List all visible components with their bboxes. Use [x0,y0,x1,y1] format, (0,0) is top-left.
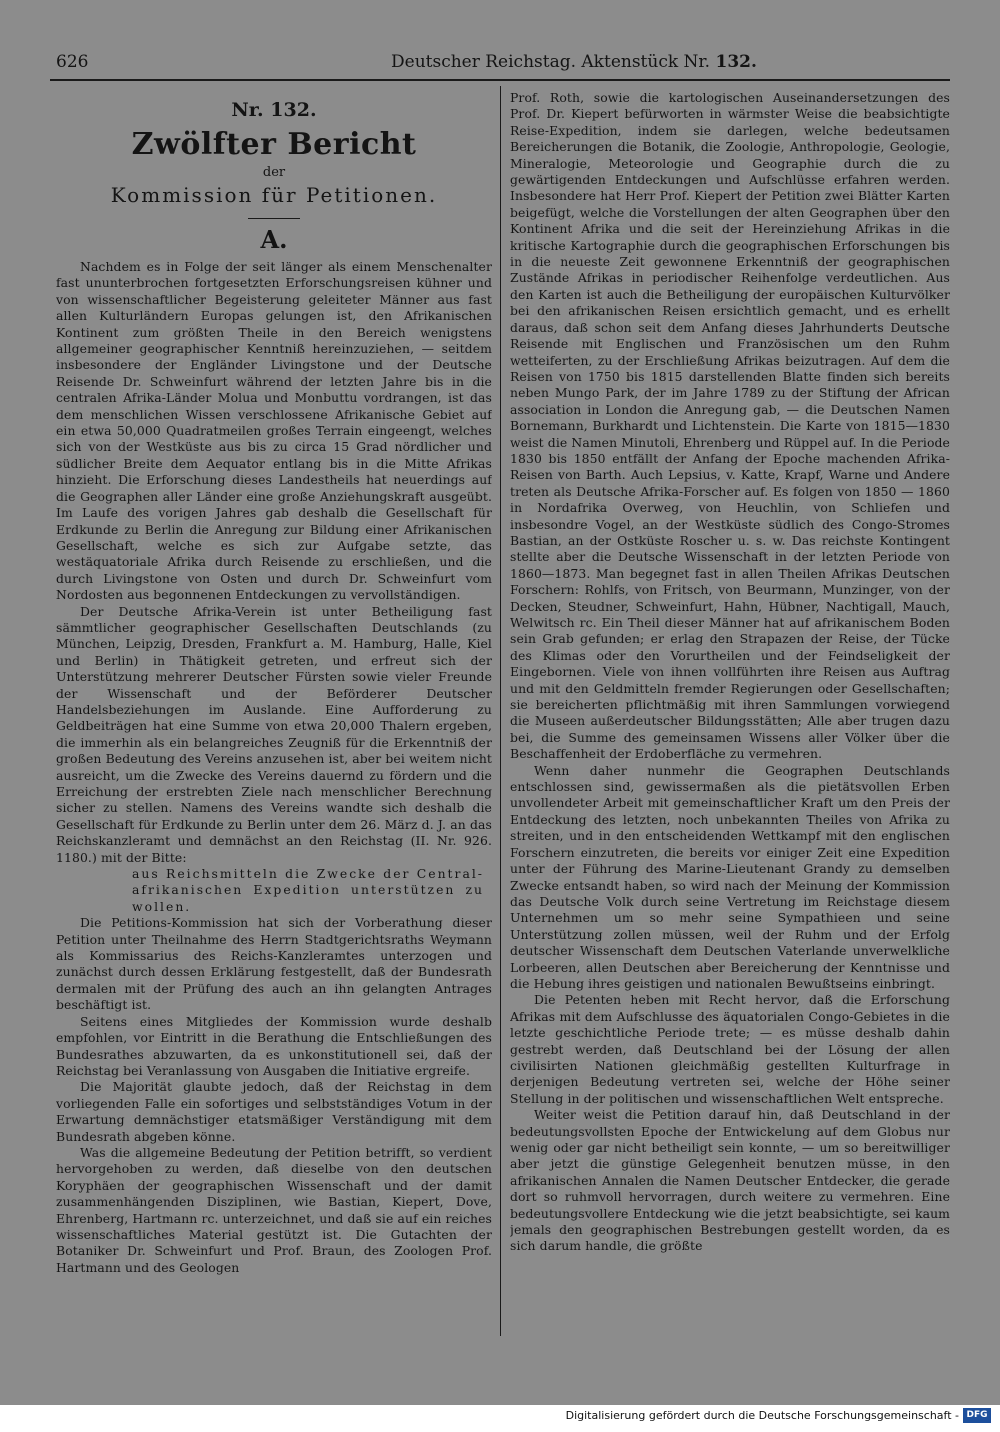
paragraph: Seitens eines Mitgliedes der Kommission wurde deshalb empfohlen, vor Eintritt in die Berathung die Entschließungen des Bundesrathes abzuwarten, da es unkonstitutionell sei, daß der Reichstag bei Veranlassung von Ausgaben die Initiative ergreife. [56,1013,492,1078]
paragraph: Was die allgemeine Bedeutung der Petition betrifft, so verdient hervorgehoben zu werden, daß dieselbe von den deutschen Koryphäen der geographischen Wissenschaft und der damit zusammenhängenden Disziplinen, wie Bastian, Kiepert, Dove, Ehrenberg, Hartmann rc. unterzeichnet, und daß sie auf ein reiches wissenschaftliches Material gestützt ist. Die Gutachten der Botaniker Dr. Schweinfurt und Prof. Braun, des Zoologen Prof. Hartmann und des Geologen [56,1144,492,1275]
running-title-text: Deutscher Reichstag. Aktenstück Nr. [391,52,711,72]
document-subtitle: Kommission für Petitionen. [110,183,438,207]
running-title-number: 132. [715,52,757,72]
right-column [510,90,950,1338]
document-title-der: der [262,165,286,180]
paragraph: Die Petenten heben mit Recht hervor, daß die Erforschung Afrikas mit dem Aufschlusse des äquatorialen Congo-Gebietes in die letzte geschichtliche Periode trete; — es müsse deshalb dahin gestrebt werden, daß Deutschland bei der Lösung der allen civilisirten Nationen gleichmäßig gestellten Kulturfrage in derjenigen Bedeutung vertreten sei, welche der Höhe seiner Stellung in der politischen und wissenschaftlichen Welt entspreche. [510,992,950,1106]
paragraph: Die Petitions-Kommission hat sich der Vorberathung dieser Petition unter Theilnahme des Herrn Stadtgerichtsraths Weymann als Kommissarius des Reichs-Kanzleramtes unterzogen und zunächst durch dessen Erklärung festgestellt, daß der Bundesrath dermalen mit der Prüfung des auch an ihn gelangten Antrages beschäftigt ist. [56,915,492,1013]
quoted-request: aus Reichsmitteln die Zwecke der Central-afrikanischen Expedition unterstützen zu wollen. [132,866,484,914]
section-heading: A. [260,225,288,254]
title-block [56,98,492,255]
paragraph: Die Majorität glaubte jedoch, daß der Reichstag in dem vorliegenden Falle ein sofortiges und selbstständiges Votum in der Erwartung demnächstiger etatsmäßiger Verständigung mit dem Bundesrath abgeben könne. [56,1079,492,1144]
column-divider [500,86,501,1336]
paragraph: Wenn daher nunmehr die Geographen Deutschlands entschlossen sind, gewissermaßen als die pietätsvollen Erben unvollendeter Arbeit mit gemeinschaftlicher Kraft um den Preis der Entdeckung des letzten, noch unbekannten Theiles von Afrika zu streiten, und in den entscheidenden Wettkampf mit den englischen Forschern einzutreten, die bereits vor einiger Zeit eine Expedition unter der Führung des Marine-Lieutenant Grandy zu demselben Zwecke entsandt haben, so wird nach der Meinung der Kommission das Deutsche Volk durch seine Vertretung im Reichstage diesem Unternehmen um so mehr seine Sympathieen und seine Unterstützung zollen müssen, weil der Ruhm und der Erfolg deutscher Wissenschaft dem Deutschen Vaterlande unverwelkliche Lorbeeren, allen Deutschen aber Bereicherung der Kenntnisse und die Hebung ihres geistigen und nationalen Bewußtseins einbringt. [510,762,950,991]
paragraph: Prof. Roth, sowie die kartologischen Auseinandersetzungen des Prof. Dr. Kiepert befürworten in wärmster Weise die beabsichtigte Reise-Expedition, indem sie darlegen, welche bedeutsamen Bereicherungen die Botanik, die Zoologie, Anthropologie, Geologie, Mineralogie, Meteorologie und Geographie durch die zu gewärtigenden Entdeckungen und Aufschlüsse erfahren werden. Insbesondere hat Herr Prof. Kiepert der Petition zwei Blätter Karten beigefügt, welche die Vorstellungen der alten Geographen über den Kontinent Afrika und die seit der Hereinziehung Afrikas in die kritische Kartographie durch die geographischen Erforschungen bis in die neueste Zeit gewonnene Erkenntniß der geographischen Zustände Afrikas in periodischer Reihenfolge verdeutlichen. Aus den Karten ist auch die Betheiligung der europäischen Kulturvölker bei den afrikanischen Reisen ersichtlich gemacht, und es erhellt daraus, daß schon seit dem Anfang dieses Jahrhunderts Deutsche Reisende mit Englischen und Französischen um den Ruhm wetteiferten, zu der Erschließung Afrikas beizutragen. Auf dem die Reisen von 1750 bis 1815 darstellenden Blatte finden sich bereits neben Mungo Park, der im Jahre 1789 zu der Stiftung der African association in London die Anregung gab, — die Deutschen Namen Bornemann, Burkhardt und Lichtenstein. Die Karte von 1815—1830 weist die Namen Minutoli, Ehrenberg und Rüppel auf. In die Periode 1830 bis 1850 entfällt der Anfang der Epoche machenden Afrika-Reisen von Barth. Auch Lepsius, v. Katte, Krapf, Warne und Andere treten als Deutsche Afrika-Forscher auf. Es folgen von 1850 — 1860 in Nordafrika Overweg, von Heuchlin, von Schliefen und insbesondre Vogel, an der Westküste südlich des Congo-Stromes Bastian, an der Ostküste Roscher u. s. w. Das reichste Kontingent stellte aber die Deutsche Wissenschaft in der letzten Periode von 1860—1873. Man begegnet fast in allen Theilen Afrikas Deutschen Forschern: Rohlfs, von Fritsch, von Beurmann, Munzinger, von der Decken, Steudner, Schweinfurt, Hahn, Hübner, Nachtigall, Mauch, Welwitsch rc. Ein Theil dieser Männer hat auf afrikanischem Boden sein Grab gefunden; er erlag den Strapazen der Reise, der Tücke des Klimas oder den Vorurtheilen und der Feindseligkeit der Eingebornen. Viele von ihnen vollführten ihre Reisen aus Auftrag und mit den Geldmitteln fremder Regierungen oder Gesellschaften; sie bereicherten pflichtmäßig mit ihren Sammlungen vorwiegend die Museen außerdeutscher Bildungsstätten; Alle aber trugen dazu bei, die Summe des gemeinsamen Wissens aller Völker über die Beschaffenheit der Erdoberfläche zu vermehren. [510,90,950,762]
document-number: Nr. 132. [231,99,317,121]
title-rule [248,218,300,219]
page-number: 626 [56,52,89,72]
left-column [56,90,492,1338]
document-title: Zwölfter Bericht [131,127,417,162]
digitization-footer [565,1408,993,1424]
footer-credit: Digitalisierung gefördert durch die Deutsche Forschungsgemeinschaft - [565,1409,959,1422]
paragraph: Weiter weist die Petition darauf hin, daß Deutschland in der bedeutungsvollsten Epoche der Entwickelung auf dem Globus nur wenig oder gar nicht betheiligt sein konnte, — um so bereitwilliger aber jetzt die günstige Gelegenheit benutzen müsse, in den afrikanischen Annalen die Namen Deutscher Entdecker, die gerade dort so ruhmvoll hervorragen, durch weitere zu vermehren. Eine bedeutungsvollere Entdeckung wie die jetzt beabsichtigte, sei kaum jemals den geographischen Bestrebungen gestellt worden, da es sich darum handle, die größte [510,1107,950,1254]
paragraph: Der Deutsche Afrika-Verein ist unter Betheiligung fast sämmtlicher geographischer Gesellschaften Deutschlands (zu München, Leipzig, Dresden, Frankfurt a. M. Hamburg, Halle, Kiel und Berlin) in Thätigkeit getreten, und erfreut sich der Unterstützung mehrerer Deutscher Fürsten sowie vieler Freunde der Wissenschaft und der Beförderer Deutscher Handelsbeziehungen im Auslande. Eine Aufforderung zu Geldbeiträgen hat eine Summe von etwa 20,000 Thalern ergeben, die immerhin als ein belangreiches Zeugniß für die Erkenntniß der großen Bedeutung des Vereins anzusehen ist, aber bei weitem nicht ausreicht, um die Zwecke des Vereins dauernd zu fördern und die Erreichung der erstrebten Ziele nach menschlicher Berechnung sicher zu stellen. Namens des Vereins wandte sich deshalb die Gesellschaft für Erdkunde zu Berlin unter dem 26. März d. J. an das Reichskanzleramt und demnächst an den Reichstag (II. Nr. 926. 1180.) mit der Bitte: [56,603,492,865]
paragraph: Nachdem es in Folge der seit länger als einem Menschenalter fast ununterbrochen fortgesetzten Erforschungsreisen kühner und von wissenschaftlicher Begeisterung geleiteter Männer aus fast allen Kulturländern Europas gelungen ist, den Afrikanischen Kontinent zum größten Theile in den Bereich wenigstens allgemeiner geographischer Kenntniß hereinzuziehen, — seitdem insbesondere der Engländer Livingstone und der Deutsche Reisende Dr. Schweinfurt während der letzten Jahre bis in die centralen Afrika-Länder Molua und Monbuttu vordrangen, ist das dem menschlichen Wissen verschlossene Afrikanische Gebiet auf ein etwa 50,000 Quadratmeilen großes Terrain eingeengt, welches sich von der Westküste aus bis zu circa 15 Grad nördlicher und südlicher Breite dem Aequator entlang bis in die Mitte Afrikas hinzieht. Die Erforschung dieses Landestheils hat neuerdings auf die Geographen aller Länder eine große Anziehungskraft ausgeübt. Im Laufe des vorigen Jahres gab deshalb die Gesellschaft für Erdkunde zu Berlin die Anregung zur Bildung einer Afrikanischen Gesellschaft, welche es sich zur Aufgabe setzte, das westäquatoriale Afrika durch Reisende zu erschließen, und die durch Livingstone von Osten und durch Dr. Schweinfurt vom Nordosten aus begonnenen Entdeckungen zu vervollständigen. [56,259,492,603]
page-header [56,50,948,78]
running-title [391,52,757,72]
dfg-logo-icon: DFG [963,1408,991,1423]
header-rule [50,79,950,81]
